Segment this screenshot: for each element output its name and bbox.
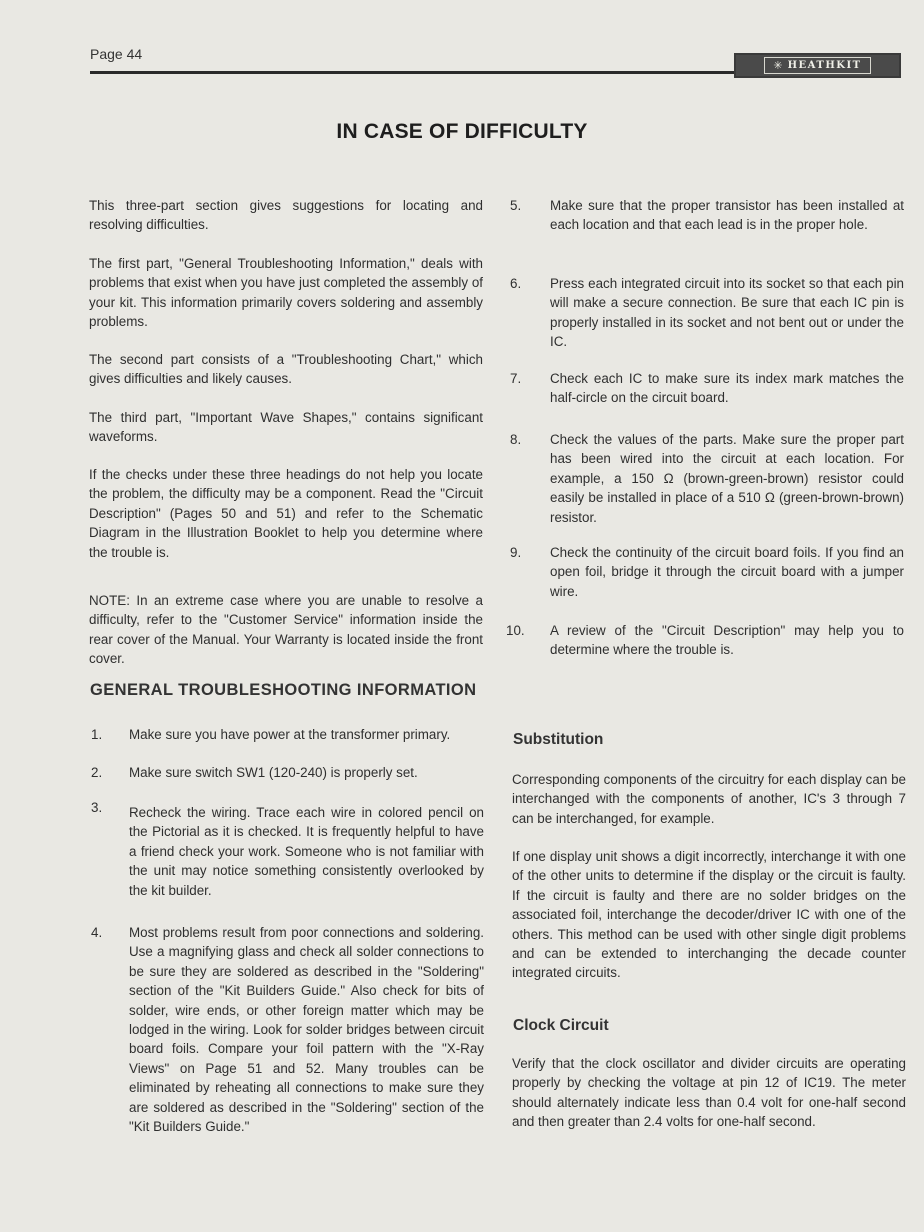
page-title: IN CASE OF DIFFICULTY — [336, 120, 588, 143]
list-item: Recheck the wiring. Trace each wire in colored pencil on the Pictorial as it is checked. It is frequently helpful to have a friend check your work. Someone who is not familiar with the unit may notice something consistently overlooked by the kit builder. — [129, 805, 484, 898]
list-item-number: 1. — [91, 727, 103, 742]
list-item: A review of the "Circuit Description" may help you to determine where the trouble is. — [550, 623, 904, 658]
section-heading: GENERAL TROUBLESHOOTING INFORMATION — [90, 681, 477, 699]
list-item-number: 8. — [510, 432, 522, 447]
list-item: Check the values of the parts. Make sure the proper part has been wired into the circuit at each location. For example, a 150 Ω (brown-green-brown) resistor could easily be installed in place of a 510 Ω (green-brown-brown) resistor. — [550, 432, 904, 525]
list-item-number: 7. — [510, 371, 522, 386]
clock-circuit-heading: Clock Circuit — [513, 1017, 609, 1034]
intro-paragraph: The first part, "General Troubleshooting Information," deals with problems that exist when you have just completed the assembly of your kit. This information primarily covers soldering and assembly problems. — [89, 256, 483, 330]
list-item: Make sure switch SW1 (120-240) is properly set. — [129, 765, 418, 780]
heathkit-logo — [734, 53, 901, 78]
intro-paragraph: The third part, "Important Wave Shapes," contains significant waveforms. — [89, 410, 483, 445]
list-item: Check the continuity of the circuit board foils. If you find an open foil, bridge it through the circuit board with a jumper wire. — [550, 545, 904, 599]
note-paragraph: NOTE: In an extreme case where you are unable to resolve a difficulty, refer to the "Customer Service" information inside the rear cover of the Manual. Your Warranty is located inside the front cover. — [89, 593, 483, 667]
list-item-number: 5. — [510, 198, 522, 213]
intro-paragraph: The second part consists of a "Troubleshooting Chart," which gives difficulties and likely causes. — [89, 352, 483, 387]
page-number: Page 44 — [90, 46, 143, 62]
header-rule — [90, 71, 736, 74]
list-item: Most problems result from poor connections and soldering. Use a magnifying glass and check all solder connections to be sure they are soldered as described in the "Soldering" section of the "Kit Builders Guide." Also check for bits of solder, wire ends, or other foreign matter which may be lodged in the wiring. Look for solder bridges between circuit board foils. Compare your foil pattern with the "X-Ray Views" on Page 51 and 52. Many troubles can be eliminated by reheating all connections to make sure they are soldered as described in the "Soldering" section of the "Kit Builders Guide." — [129, 925, 484, 1135]
list-item-number: 3. — [91, 800, 103, 815]
list-item-number: 6. — [510, 276, 522, 291]
list-item-number: 10. — [506, 623, 525, 638]
list-item-number: 2. — [91, 765, 103, 780]
substitution-paragraph: If one display unit shows a digit incorrectly, interchange it with one of the other units to determine if the display or the circuit is faulty. If the circuit is faulty and there are no solder bridges on the associated foil, interchange the decoder/driver IC with one of the others. This method can be used with other single digit problems and can be extended to interchanging the decade counter integrated circuits. — [512, 849, 906, 981]
substitution-paragraph: Corresponding components of the circuitry for each display can be interchanged with the components of another, IC's 3 through 7 can be interchanged, for example. — [512, 772, 906, 826]
list-item-number: 4. — [91, 925, 103, 940]
heathkit-star-icon: ✳ — [773, 60, 783, 72]
clock-circuit-paragraph: Verify that the clock oscillator and divider circuits are operating properly by checking the voltage at pin 12 of IC19. The meter should alternately indicate less than 0.4 volt for one-half second and then greater than 2.4 volts for one-half second. — [512, 1056, 906, 1130]
substitution-heading: Substitution — [513, 731, 604, 748]
list-item-number: 9. — [510, 545, 522, 560]
list-item: Press each integrated circuit into its socket so that each pin will make a secure connection. Be sure that each IC pin is properly installed in its socket and not bent out or under the IC. — [550, 276, 904, 350]
intro-paragraph: This three-part section gives suggestions for locating and resolving difficulties. — [89, 198, 483, 233]
intro-paragraph: If the checks under these three headings do not help you locate the problem, the difficulty may be a component. Read the "Circuit Description" (Pages 50 and 51) and refer to the Schematic Diagram in the Illustration Booklet to help you determine where the trouble is. — [89, 467, 483, 560]
logo-text: HEATHKIT — [787, 60, 862, 71]
list-item: Make sure that the proper transistor has been installed at each location and that each lead is in the proper hole. — [550, 198, 904, 233]
list-item: Check each IC to make sure its index mark matches the half-circle on the circuit board. — [550, 371, 904, 406]
list-item: Make sure you have power at the transformer primary. — [129, 727, 451, 742]
